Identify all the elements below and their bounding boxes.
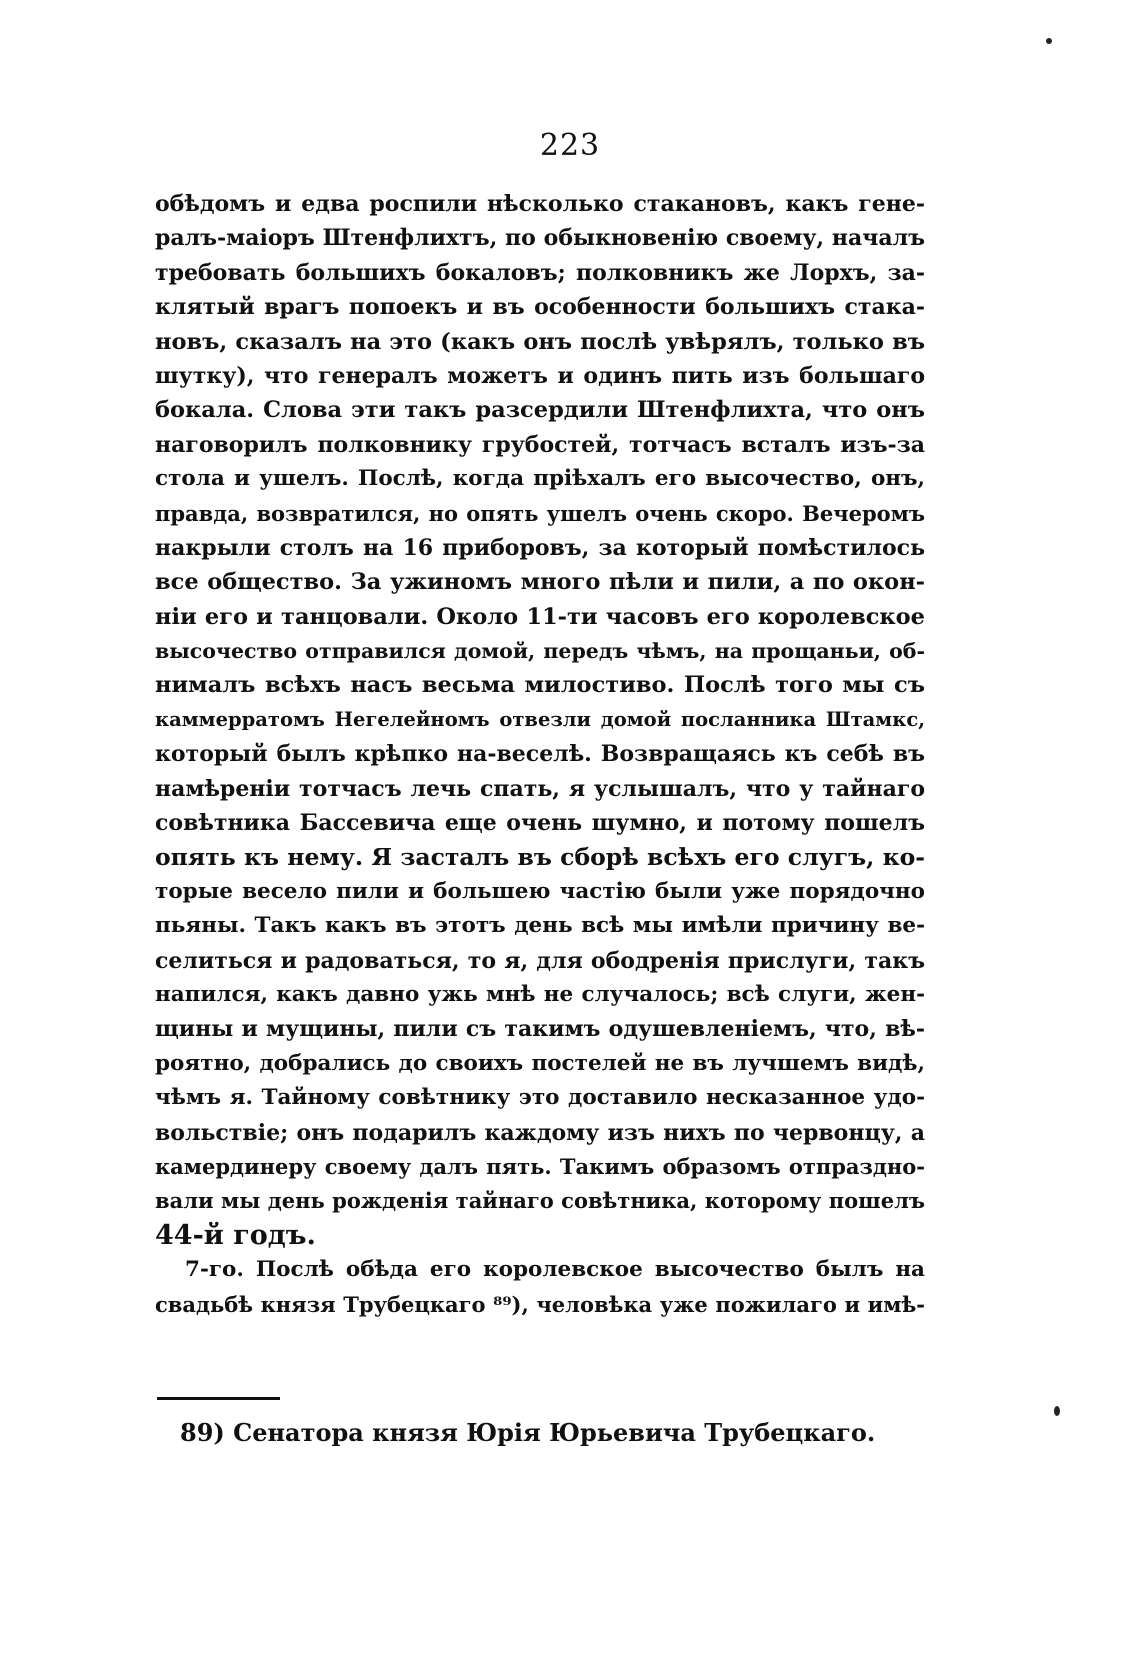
print-speck xyxy=(1046,38,1052,44)
text-line: накрыли столъ на 16 приборовъ, за который помѣстилось xyxy=(155,534,925,561)
text-line: обѣдомъ и едва роспили нѣсколько стакановъ, какъ гене- xyxy=(155,191,925,217)
footnote: 89) Сенатора князя Юрія Юрьевича Трубецкаго. xyxy=(180,1418,876,1447)
text-line: вали мы день рожденія тайнаго совѣтника, которому пошелъ xyxy=(155,1188,925,1214)
text-line: каммерратомъ Негелейномъ отвезли домой посланника Штамкс, xyxy=(155,707,925,731)
text-line: совѣтника Бассевича еще очень шумно, и потому пошелъ xyxy=(155,810,925,837)
text-line: наговорилъ полковнику грубостей, тотчасъ всталъ изъ-за xyxy=(155,431,925,458)
text-line: шутку), что генералъ можетъ и одинъ пить изъ большаго xyxy=(155,362,925,389)
text-line: ралъ-маіоръ Штенфлихтъ, по обыкновенію своему, началъ xyxy=(155,225,925,252)
text-line: высочество отправился домой, передъ чѣмъ, на прощаньи, об- xyxy=(155,639,925,664)
text-line: торые весело пили и большею частію были уже порядочно xyxy=(155,878,925,904)
text-line: свадьбѣ князя Трубецкаго ⁸⁹), человѣка уже пожилаго и имѣ- xyxy=(155,1291,925,1317)
text-line: селиться и радоваться, то я, для ободренія прислуги, такъ xyxy=(155,947,925,974)
text-line: клятый врагъ попоекъ и въ особенности большихъ стака- xyxy=(155,294,925,321)
footnote-rule xyxy=(157,1397,280,1400)
text-line: бокала. Слова эти такъ разсердили Штенфлихта, что онъ xyxy=(155,397,925,424)
text-line: который былъ крѣпко на-веселѣ. Возвращаясь къ себѣ въ xyxy=(155,741,925,768)
text-line: стола и ушелъ. Послѣ, когда пріѣхалъ его высочество, онъ, xyxy=(155,466,925,492)
body-text xyxy=(155,187,925,1322)
text-line: роятно, добрались до своихъ постелей не въ лучшемъ видѣ, xyxy=(155,1050,925,1076)
text-line: камердинеру своему далъ пять. Такимъ образомъ отпраздно- xyxy=(155,1153,925,1179)
page-number: 223 xyxy=(539,128,601,163)
text-line: новъ, сказалъ на это (какъ онъ послѣ увѣрялъ, только въ xyxy=(155,328,925,355)
text-line: намѣреніи тотчасъ лечь спать, я услышалъ, что у тайнаго xyxy=(155,775,925,802)
text-line: пьяны. Такъ какъ въ этотъ день всѣ мы имѣли причину ве- xyxy=(155,913,925,939)
text-line: опять къ нему. Я засталъ въ сборѣ всѣхъ его слугъ, ко- xyxy=(155,843,925,872)
text-line: нималъ всѣхъ насъ весьма милостиво. Послѣ того мы съ xyxy=(155,672,925,699)
text-line: требовать большихъ бокаловъ; полковникъ же Лорхъ, за- xyxy=(155,259,925,286)
text-line: правда, возвратился, но опять ушелъ очень скоро. Вечеромъ xyxy=(155,500,925,526)
text-line: чѣмъ я. Тайному совѣтнику это доставило несказанное удо- xyxy=(155,1085,925,1111)
text-line: вольствіе; онъ подарилъ каждому изъ нихъ по червонцу, а xyxy=(155,1119,925,1146)
text-line: напился, какъ давно ужь мнѣ не случалось; всѣ слуги, жен- xyxy=(155,981,925,1007)
text-line: все общество. За ужиномъ много пѣли и пили, а по окон- xyxy=(155,569,925,596)
text-line: 44-й годъ. xyxy=(155,1219,316,1251)
text-line: 7-го. Послѣ обѣда его королевское высочество былъ на xyxy=(185,1257,925,1283)
text-line: ніи его и танцовали. Около 11-ти часовъ его королевское xyxy=(155,603,925,630)
text-line: щины и мущины, пили съ такимъ одушевленіемъ, что, вѣ- xyxy=(155,1016,925,1043)
print-speck xyxy=(1054,1406,1060,1416)
